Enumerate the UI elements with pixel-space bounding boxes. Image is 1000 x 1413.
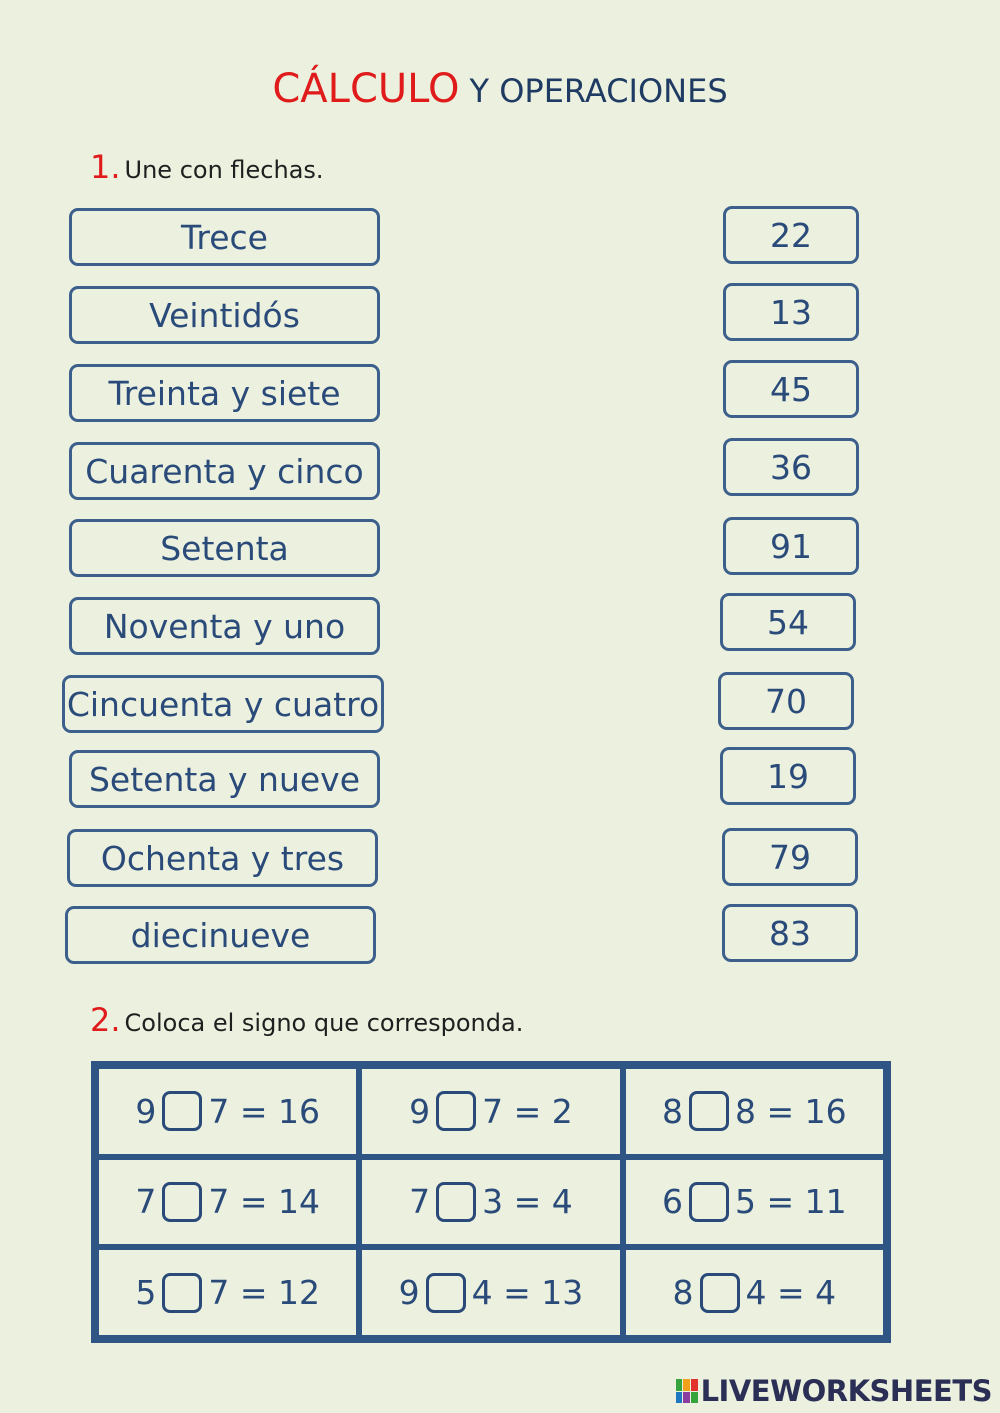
section-1-number: 1.: [90, 148, 121, 186]
operation-cell: 9 7 = 2: [361, 1068, 620, 1155]
operation-cell: 7 7 = 14: [98, 1159, 357, 1246]
number-box[interactable]: 36: [723, 438, 859, 496]
title-rest: Y OPERACIONES: [469, 72, 728, 110]
word-box[interactable]: diecinueve: [65, 906, 376, 964]
operation-cell: 7 3 = 4: [361, 1159, 620, 1246]
section-2-heading: [90, 1001, 523, 1039]
number-box[interactable]: 54: [720, 593, 856, 651]
word-box[interactable]: Setenta: [69, 519, 380, 577]
sign-input-box[interactable]: [162, 1273, 202, 1313]
page-title: [0, 66, 1000, 112]
sign-input-box[interactable]: [436, 1091, 476, 1131]
title-highlight: CÁLCULO: [272, 66, 460, 112]
sign-input-box[interactable]: [689, 1091, 729, 1131]
operation-cell: 5 7 = 12: [98, 1249, 357, 1336]
sign-input-box[interactable]: [426, 1273, 466, 1313]
operation-cell: 8 4 = 4: [625, 1249, 884, 1336]
number-box[interactable]: 22: [723, 206, 859, 264]
sign-input-box[interactable]: [162, 1182, 202, 1222]
section-1-heading: [90, 148, 324, 186]
number-box[interactable]: 91: [723, 517, 859, 575]
operation-cell: 9 7 = 16: [98, 1068, 357, 1155]
watermark-text: LIVEWORKSHEETS: [700, 1374, 992, 1408]
word-box[interactable]: Ochenta y tres: [67, 829, 378, 887]
sign-input-box[interactable]: [689, 1182, 729, 1222]
sign-input-box[interactable]: [436, 1182, 476, 1222]
number-box[interactable]: 45: [723, 360, 859, 418]
word-box[interactable]: Cuarenta y cinco: [69, 442, 380, 500]
word-box[interactable]: Trece: [69, 208, 380, 266]
number-box[interactable]: 70: [718, 672, 854, 730]
section-2-number: 2.: [90, 1001, 121, 1039]
word-box[interactable]: Treinta y siete: [69, 364, 380, 422]
sign-input-box[interactable]: [700, 1273, 740, 1313]
word-box[interactable]: Setenta y nueve: [69, 750, 380, 808]
liveworksheets-logo: [676, 1374, 992, 1408]
section-2-instruction: Coloca el signo que corresponda.: [124, 1009, 524, 1037]
word-box[interactable]: Cincuenta y cuatro: [62, 675, 384, 733]
operation-cell: 6 5 = 11: [625, 1159, 884, 1246]
number-box[interactable]: 83: [722, 904, 858, 962]
operation-cell: 9 4 = 13: [361, 1249, 620, 1336]
section-1-instruction: Une con flechas.: [124, 156, 324, 184]
word-box[interactable]: Veintidós: [69, 286, 380, 344]
number-box[interactable]: 19: [720, 747, 856, 805]
number-box[interactable]: 13: [723, 283, 859, 341]
sign-input-box[interactable]: [162, 1091, 202, 1131]
word-box[interactable]: Noventa y uno: [69, 597, 380, 655]
operation-cell: 8 8 = 16: [625, 1068, 884, 1155]
operations-table: [91, 1061, 891, 1343]
number-box[interactable]: 79: [722, 828, 858, 886]
liveworksheets-logo-icon: [676, 1379, 698, 1403]
